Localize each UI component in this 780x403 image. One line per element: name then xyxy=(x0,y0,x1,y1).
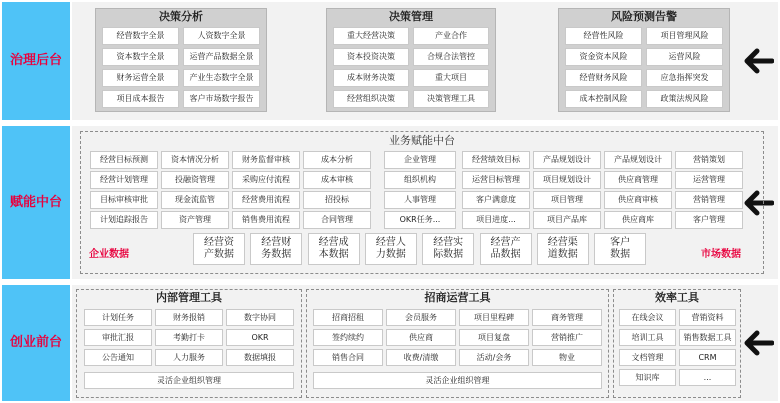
row-label xyxy=(2,126,70,279)
market-item: 供应商库 xyxy=(604,211,672,229)
panel-item: 项目管理风险 xyxy=(646,27,723,45)
enterprise-item: 经营目标预测 xyxy=(90,151,158,169)
panel-title: 效率工具 xyxy=(655,291,699,304)
enterprise-item: 目标审核审批 xyxy=(90,191,158,209)
enterprise-item: 经营费用流程 xyxy=(232,191,300,209)
tool-item: 会员服务 xyxy=(386,309,456,326)
enterprise-item: 销售费用流程 xyxy=(232,211,300,229)
data-box xyxy=(480,233,532,265)
center-title: 业务赋能中台 xyxy=(389,134,455,147)
enterprise-item: 成本审核 xyxy=(303,171,371,189)
panel-item: 人资数字全景 xyxy=(183,27,260,45)
row-label xyxy=(2,2,70,120)
panel-item: 成本控制风险 xyxy=(565,90,642,108)
tool-item: 在线会议 xyxy=(619,309,676,326)
market-item: 供应商审核 xyxy=(604,191,672,209)
row-label-line: 前台 xyxy=(36,335,63,350)
tool-item: 考勤打卡 xyxy=(155,329,223,346)
tool-item: 数据填报 xyxy=(226,349,294,366)
tool-item: 营销资料 xyxy=(679,309,736,326)
market-item: 客户满意度 xyxy=(462,191,530,209)
panel-item: 决策管理工具 xyxy=(413,90,489,108)
decision-panel xyxy=(326,8,496,112)
data-box xyxy=(193,233,245,265)
data-box xyxy=(365,233,417,265)
tool-item: 收费/清缴 xyxy=(386,349,456,366)
tool-item: 签约续约 xyxy=(313,329,383,346)
tool-item: 财务报销 xyxy=(155,309,223,326)
panel-title: 内部管理工具 xyxy=(156,291,222,304)
market-item: 项目规划设计 xyxy=(533,171,601,189)
data-box-line: 客户 xyxy=(610,237,631,248)
tool-item: ... xyxy=(679,369,736,386)
enterprise-item: 合同管理 xyxy=(303,211,371,229)
market-item: 营销管理 xyxy=(675,191,743,209)
panel-item: 客户市场数字报告 xyxy=(183,90,260,108)
decision-panel xyxy=(95,8,267,112)
row-label xyxy=(2,285,70,401)
management-item: 人事管理 xyxy=(384,191,456,209)
enterprise-item: 采购应付流程 xyxy=(232,171,300,189)
tool-item: 商务管理 xyxy=(532,309,602,326)
tool-panel xyxy=(613,289,741,398)
data-box-line: 本数据 xyxy=(318,249,349,260)
data-box xyxy=(308,233,360,265)
row-label-line: 创业 xyxy=(9,335,36,350)
market-item: 产品规划设计 xyxy=(533,151,601,169)
tool-footer: 灵活企业组织管理 xyxy=(84,372,294,389)
panel-item: 应急指挥突发 xyxy=(646,69,723,87)
panel-title: 决策分析 xyxy=(159,10,203,23)
enablement-center-frame xyxy=(80,131,764,274)
panel-item: 项目成本报告 xyxy=(102,90,179,108)
enterprise-data-label: 企业数据 xyxy=(89,249,129,260)
management-item: 企业管理 xyxy=(384,151,456,169)
market-item: 运营管理 xyxy=(675,171,743,189)
data-box-line: 经营渠 xyxy=(547,237,578,248)
panel-item: 重大经营决策 xyxy=(333,27,409,45)
market-data-label: 市场数据 xyxy=(701,249,741,260)
data-box-line: 力数据 xyxy=(375,249,406,260)
market-item: 营销策划 xyxy=(675,151,743,169)
row-label-line: 中台 xyxy=(36,194,63,210)
enterprise-item: 经营计划管理 xyxy=(90,171,158,189)
enterprise-item: 成本分析 xyxy=(303,151,371,169)
market-item: 项目管理 xyxy=(533,191,601,209)
tool-item: 计划任务 xyxy=(84,309,152,326)
tool-item: 营销推广 xyxy=(532,329,602,346)
panel-item: 产业生态数字全景 xyxy=(183,69,260,87)
enterprise-item: 资本情况分析 xyxy=(161,151,229,169)
data-box xyxy=(537,233,589,265)
tool-item: 物业 xyxy=(532,349,602,366)
data-box-line: 产数据 xyxy=(204,249,234,260)
data-box-line: 经营成 xyxy=(318,237,349,248)
enterprise-item: 资产管理 xyxy=(161,211,229,229)
panel-item: 产业合作 xyxy=(413,27,489,45)
tool-item: 招商招租 xyxy=(313,309,383,326)
data-box-line: 经营实 xyxy=(433,237,464,248)
tool-panel xyxy=(76,289,302,398)
panel-title: 风险预测告警 xyxy=(611,10,677,23)
data-box-line: 道数据 xyxy=(547,249,578,260)
tool-item: 知识库 xyxy=(619,369,676,386)
data-box xyxy=(594,233,646,265)
panel-title: 招商运营工具 xyxy=(424,291,491,304)
panel-item: 经营性风险 xyxy=(565,27,642,45)
row-label-line: 治理 xyxy=(9,53,36,68)
tool-item: OKR xyxy=(226,329,294,346)
panel-item: 政策法规风险 xyxy=(646,90,723,108)
enterprise-item: 现金流监管 xyxy=(161,191,229,209)
panel-item: 经营财务风险 xyxy=(565,69,642,87)
data-box-line: 务数据 xyxy=(261,249,292,260)
panel-item: 成本财务决策 xyxy=(333,69,409,87)
panel-item: 资本投资决策 xyxy=(333,48,409,66)
data-box-line: 经营人 xyxy=(375,237,406,248)
tool-item: 数字协同 xyxy=(226,309,294,326)
tool-item: 审批汇报 xyxy=(84,329,152,346)
tool-item: 项目里程碑 xyxy=(459,309,529,326)
tool-item: 培训工具 xyxy=(619,329,676,346)
panel-item: 财务运营全景 xyxy=(102,69,179,87)
data-box-line: 经营财 xyxy=(261,237,292,248)
panel-item: 重大项目 xyxy=(413,69,489,87)
market-item: 客户管理 xyxy=(675,211,743,229)
enterprise-item: 财务监督审核 xyxy=(232,151,300,169)
enterprise-item: 招投标 xyxy=(303,191,371,209)
market-item: 运营目标管理 xyxy=(462,171,530,189)
market-item: 项目进度... xyxy=(462,211,530,229)
panel-item: 合规合法管控 xyxy=(413,48,489,66)
panel-item: 经营数字全景 xyxy=(102,27,179,45)
tool-footer: 灵活企业组织管理 xyxy=(313,372,602,389)
tool-item: CRM xyxy=(679,349,736,366)
row-label-line: 后台 xyxy=(36,53,63,68)
tool-item: 销售数据工具 xyxy=(679,329,736,346)
panel-item: 经营组织决策 xyxy=(333,90,409,108)
row-label-line: 赋能 xyxy=(9,194,36,210)
panel-item: 资金资本风险 xyxy=(565,48,642,66)
tool-item: 活动/会务 xyxy=(459,349,529,366)
arrow-left-icon xyxy=(744,47,774,75)
panel-item: 运营产品数据全景 xyxy=(183,48,260,66)
tool-item: 公告通知 xyxy=(84,349,152,366)
data-box-line: 经营资 xyxy=(204,237,234,248)
data-box-line: 际数据 xyxy=(433,249,464,260)
tool-item: 销售合同 xyxy=(313,349,383,366)
tool-item: 供应商 xyxy=(386,329,456,346)
tool-item: 项目复盘 xyxy=(459,329,529,346)
management-item: 组织机构 xyxy=(384,171,456,189)
panel-title: 决策管理 xyxy=(389,10,433,23)
panel-item: 运营风险 xyxy=(646,48,723,66)
enterprise-item: 计划追踪报告 xyxy=(90,211,158,229)
arrow-left-icon xyxy=(744,329,774,357)
tool-panel xyxy=(306,289,609,398)
panel-item: 资本数字全景 xyxy=(102,48,179,66)
tool-item: 人力服务 xyxy=(155,349,223,366)
market-item: 经营绩效目标 xyxy=(462,151,530,169)
market-item: 项目产品库 xyxy=(533,211,601,229)
management-item: OKR任务... xyxy=(384,211,456,229)
decision-panel xyxy=(558,8,730,112)
market-item: 产品规划设计 xyxy=(604,151,672,169)
data-box-line: 品数据 xyxy=(490,249,521,260)
data-box xyxy=(422,233,474,265)
market-item: 供应商管理 xyxy=(604,171,672,189)
tool-item: 文档管理 xyxy=(619,349,676,366)
enterprise-item: 投融资管理 xyxy=(161,171,229,189)
data-box xyxy=(250,233,302,265)
data-box-line: 经营产 xyxy=(490,237,521,248)
data-box-line: 数据 xyxy=(610,249,631,260)
